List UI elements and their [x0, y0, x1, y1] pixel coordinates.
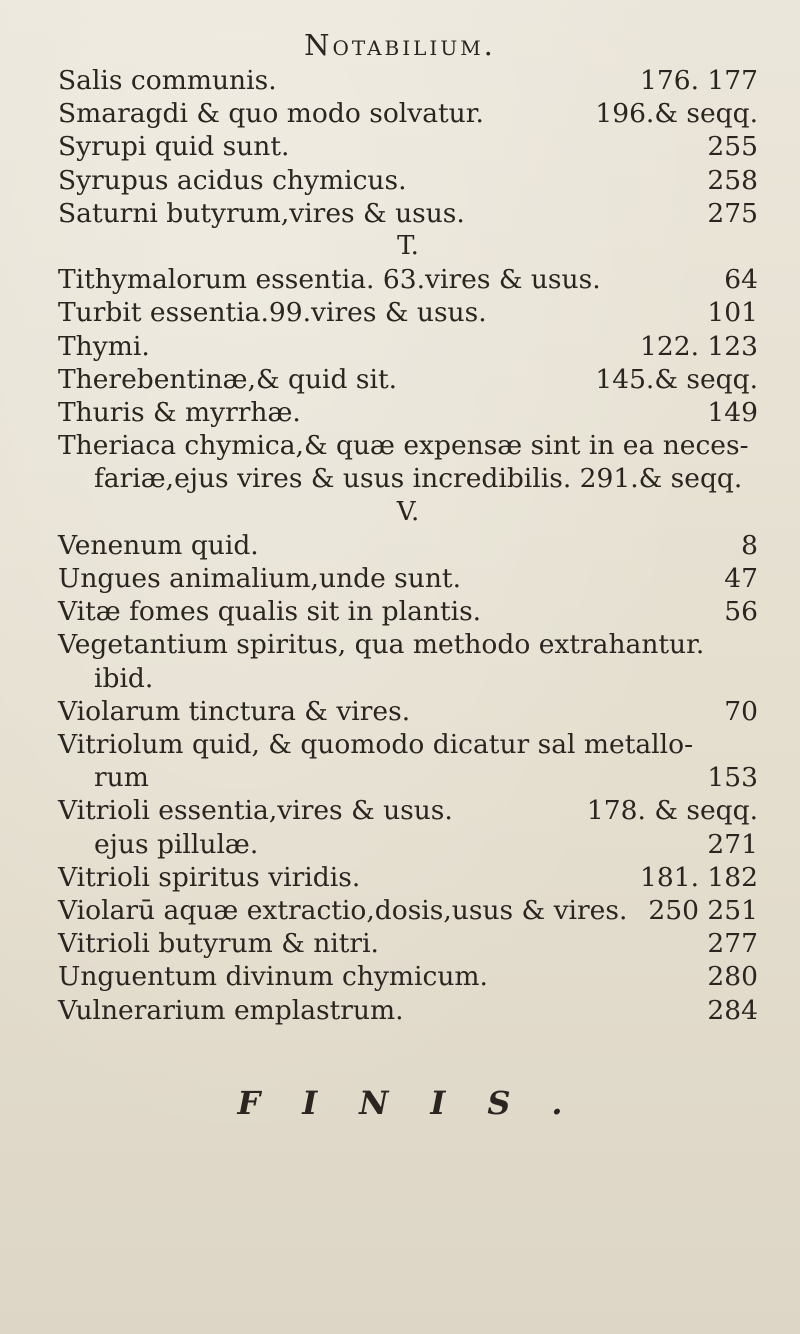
entry-text: Vitæ fomes qualis sit in plantis.: [58, 596, 482, 628]
section-letter-t: T.: [397, 231, 419, 262]
index-entry: [58, 529, 758, 562]
entry-page: 250 251: [648, 895, 758, 927]
index-entry: [58, 263, 758, 296]
entries-t: [58, 263, 758, 429]
entry-page: 153: [707, 762, 758, 794]
index-entry: [58, 628, 758, 661]
entry-text: Vegetantium spiritus, qua methodo extrahantur.: [58, 629, 705, 661]
entry-text: Unguentum divinum chymicum.: [58, 961, 488, 993]
entry-page: 277: [707, 928, 758, 960]
entry-page: 255: [707, 131, 758, 163]
entry-text: Vitrioli essentia,vires & usus.: [58, 795, 453, 827]
index-entry: [58, 97, 758, 130]
index-entry: [58, 64, 758, 97]
entry-text: Violarum tinctura & vires.: [58, 695, 411, 727]
index-entries: [58, 64, 758, 1027]
entry-page: 275: [707, 197, 758, 229]
index-entry: [58, 695, 758, 728]
entry-page: 284: [707, 994, 758, 1026]
entry-text: rum: [94, 762, 149, 794]
entry-page: 47: [724, 563, 758, 595]
finis-colophon: FINIS.: [237, 1084, 605, 1122]
index-entry: [58, 130, 758, 163]
entry-text: Syrupus acidus chymicus.: [58, 164, 407, 196]
entry-text: Vitrioli butyrum & nitri.: [58, 928, 379, 960]
index-entry: [58, 861, 758, 894]
entry-text: Thuris & myrrhæ.: [58, 397, 301, 429]
entry-text: Turbit essentia.99.vires & usus.: [58, 297, 487, 329]
index-entry: [58, 728, 758, 761]
entry-page: 271: [707, 828, 758, 860]
index-entry: [58, 164, 758, 197]
entry-page: 122. 123: [639, 330, 758, 362]
entry-text: Salis communis.: [58, 65, 277, 96]
entry-page: 70: [724, 695, 758, 727]
entry-text: Venenum quid.: [58, 529, 259, 561]
index-entry-continuation: [58, 662, 758, 695]
entry-page: 181. 182: [639, 861, 758, 893]
index-entry: [58, 363, 758, 396]
entry-page: 178. & seqq.: [586, 795, 758, 827]
index-entry: [58, 330, 758, 363]
entry-page: 145.& seqq.: [595, 363, 758, 395]
entry-page: 101: [707, 297, 758, 329]
index-entry: [58, 927, 758, 960]
entry-text: Saturni butyrum,vires & usus.: [58, 197, 465, 229]
running-header: Notabilium.: [304, 28, 496, 62]
entries-s: [58, 64, 758, 230]
entry-text: Syrupi quid sunt.: [58, 131, 290, 163]
entry-page: 56: [724, 596, 758, 628]
index-entry-continuation: [58, 462, 758, 495]
entry-text: Therebentinæ,& quid sit.: [58, 363, 398, 395]
entry-text: Smaragdi & quo modo solvatur.: [58, 98, 484, 130]
entries-v-continued: [58, 794, 758, 1026]
entry-text: ibid.: [94, 662, 154, 694]
entry-text: Vitriolum quid, & quomodo dicatur sal metallo-: [58, 729, 694, 761]
index-entry: [58, 396, 758, 429]
entry-text: Violarū aquæ extractio,dosis,usus & vires.: [58, 895, 628, 927]
entry-page: 176. 177: [639, 65, 758, 96]
index-entry: [58, 794, 758, 827]
index-entry: [58, 429, 758, 462]
index-entry: [58, 960, 758, 993]
entry-page: 258: [707, 164, 758, 196]
entry-page: 196.& seqq.: [595, 98, 758, 130]
index-entry: [58, 894, 758, 927]
entry-text: ejus pillulæ.: [94, 828, 259, 860]
entries-v: [58, 529, 758, 629]
index-entry: [58, 595, 758, 628]
entry-text: Tithymalorum essentia. 63.vires & usus.: [58, 264, 601, 296]
entry-text: Ungues animalium,unde sunt.: [58, 563, 461, 595]
index-entry-continuation: [58, 761, 758, 794]
entry-text: Theriaca chymica,& quæ expensæ sint in ea neces-: [58, 430, 749, 462]
entry-page: 64: [724, 264, 758, 296]
index-entry: [58, 994, 758, 1027]
index-entry: [58, 828, 758, 861]
entry-page: 8: [741, 529, 758, 561]
entry-text: Vitrioli spiritus viridis.: [58, 861, 361, 893]
entry-text: Thymi.: [58, 330, 150, 362]
section-letter-v: V.: [396, 496, 420, 527]
index-entry: [58, 562, 758, 595]
entry-page: 280: [707, 961, 758, 993]
index-entry: [58, 296, 758, 329]
entry-text: fariæ,ejus vires & usus incredibilis. 291.& seqq.: [94, 463, 743, 495]
entry-page: 149: [707, 397, 758, 429]
entry-text: Vulnerarium emplastrum.: [58, 994, 404, 1026]
index-entry: [58, 197, 758, 230]
